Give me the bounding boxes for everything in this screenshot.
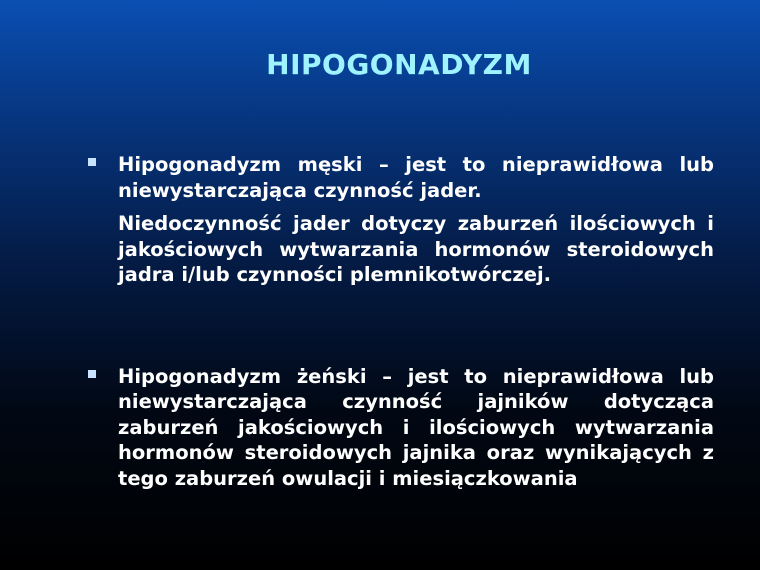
- bullet-item-male-hypogonadism: [84, 152, 714, 288]
- square-bullet-icon: [88, 158, 96, 166]
- female-hypogonadism-definition: Hipogonadyzm żeński – jest to nieprawidłowa lub niewystarczająca czynność jajników dotycząca zaburzeń jakościowych i ilościowych wytwarzania hormonów steroidowych jajnika oraz wynikających z tego zaburzeń owulacji i miesiączkowania: [118, 364, 714, 490]
- square-bullet-icon: [88, 370, 96, 378]
- bullet-item-female-hypogonadism: [84, 364, 714, 492]
- slide-content: [84, 152, 714, 491]
- slide-title: HIPOGONADYZM: [266, 48, 532, 81]
- male-hypogonadism-description: Niedoczynność jader dotyczy zaburzeń ilościowych i jakościowych wytwarzania hormonów steroidowych jadra i/lub czynności plemnikotwórczej.: [118, 212, 714, 286]
- male-hypogonadism-definition: Hipogonadyzm męski – jest to nieprawidłowa lub niewystarczająca czynność jader.: [118, 153, 714, 202]
